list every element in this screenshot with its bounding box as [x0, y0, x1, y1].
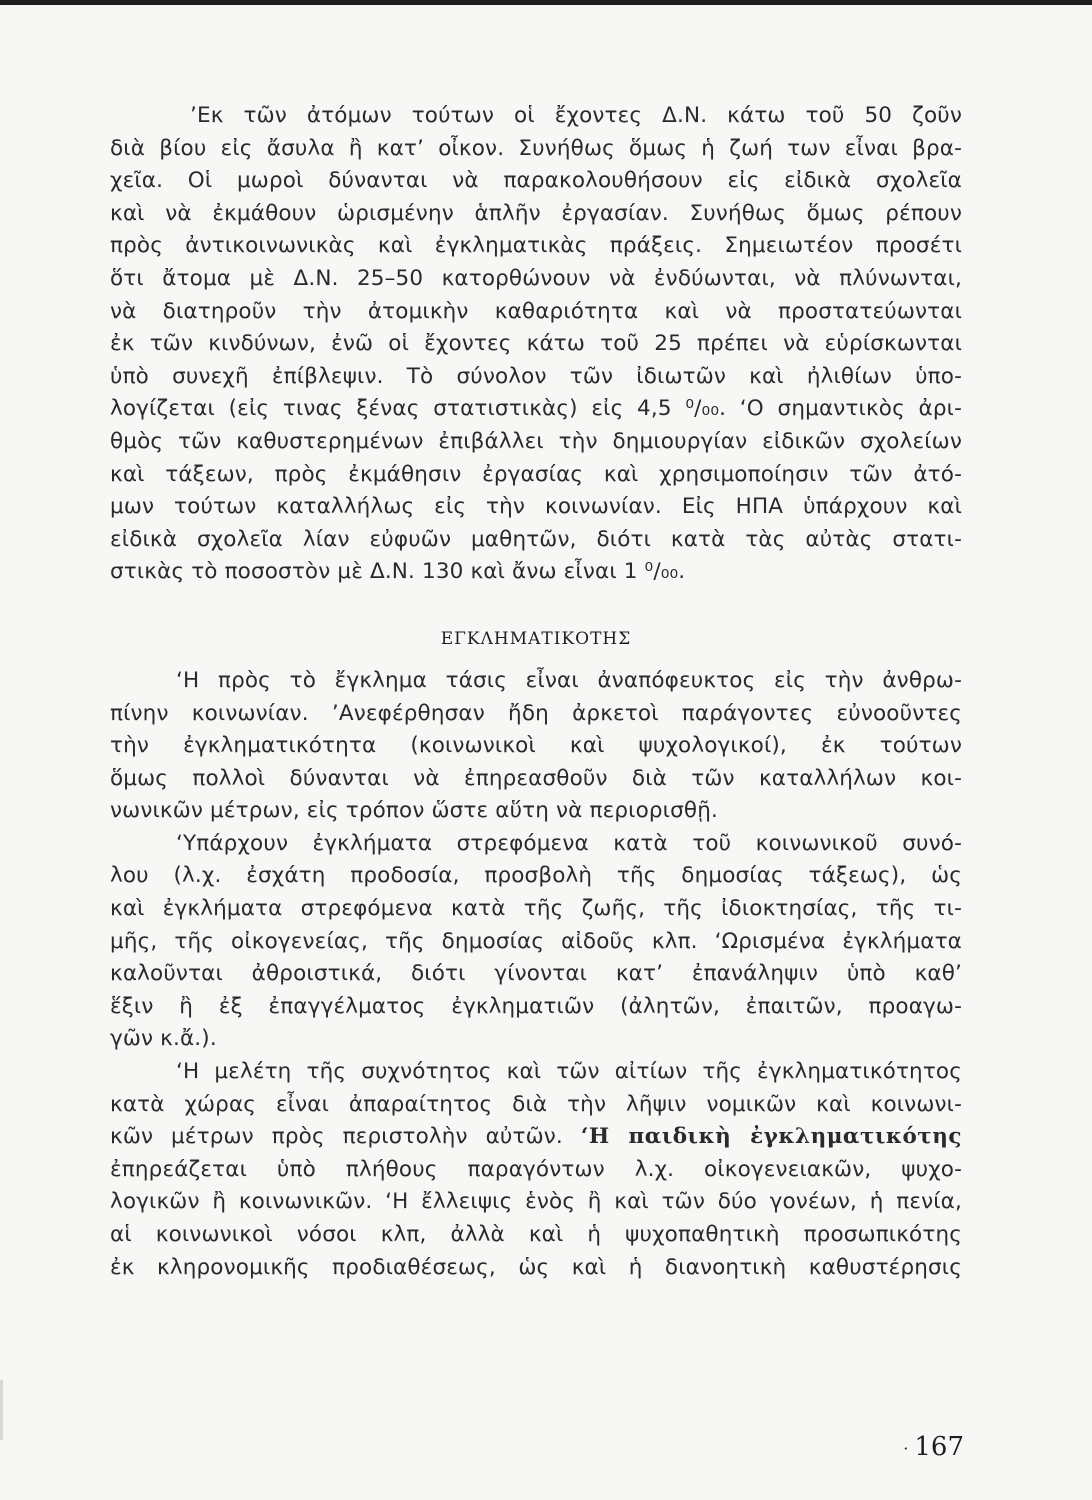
text-line: γῶν κ.ἄ.). [110, 1026, 217, 1052]
text-line: ὅμως πολλοὶ δύνανται νὰ ἐπηρεασθοῦν διὰ τῶν καταλλήλων κοι- [110, 765, 962, 791]
text-line: καὶ ἐγκλήματα στρεφόμενα κατὰ τῆς ζωῆς, τῆς ἰδιοκτησίας, τῆς τι- [110, 896, 962, 922]
book-page [110, 100, 962, 1284]
section-heading: ΕΓΚΛΗΜΑΤΙΚΟΤΗΣ [440, 628, 632, 649]
text-line: ἕξιν ἢ ἐξ ἐπαγγέλματος ἐγκληματιῶν (ἀλητῶν, ἐπαιτῶν, προαγω- [110, 993, 962, 1019]
text-line: λου (λ.χ. ἐσχάτη προδοσία, προσβολὴ τῆς δημοσίας τάξεως), ὡς [110, 863, 962, 889]
text-line: πίνην κοινωνίαν. ’Ανεφέρθησαν ἤδη ἀρκετοὶ παράγοντες εὐνοοῦντες [110, 700, 962, 726]
text-line: ἐκ κληρονομικῆς προδιαθέσεως, ὡς καὶ ἡ διανοητικὴ καθυστέρησις [110, 1254, 962, 1280]
text-line: νωνικῶν μέτρων, εἰς τρόπον ὥστε αὕτη νὰ περιορισθῇ. [110, 798, 718, 824]
page-mark: · [903, 1438, 909, 1458]
paragraph-crime-study [110, 1056, 962, 1284]
text-line: διὰ βίου εἰς ἄσυλα ἢ κατ’ οἶκον. Συνήθως ὅμως ἡ ζωή των εἶναι βρα- [110, 135, 962, 161]
text-line [110, 1121, 962, 1154]
text-line: ὅτι ἄτομα μὲ Δ.Ν. 25–50 κατορθώνουν νὰ ἐνδύωνται, νὰ πλύνωνται, [110, 265, 962, 291]
text-line: ἐπηρεάζεται ὑπὸ πλήθους παραγόντων λ.χ. οἰκογενειακῶν, ψυχο- [110, 1156, 962, 1182]
text-line: κατὰ χώρας εἶναι ἀπαραίτητος διὰ τὴν λῆψιν νομικῶν καὶ κοινωνι- [110, 1091, 962, 1117]
text-line: λογικῶν ἢ κοινωνικῶν. ‘Η ἔλλειψις ἑνὸς ἢ καὶ τῶν δύο γονέων, ἡ πενία, [110, 1189, 962, 1215]
text-line: ‘Υπάρχουν ἐγκλήματα στρεφόμενα κατὰ τοῦ κοινωνικοῦ συνό- [176, 830, 962, 856]
text-line: νὰ διατηροῦν τὴν ἀτομικὴν καθαριότητα καὶ νὰ προστατεύωνται [110, 298, 962, 324]
page-number [903, 1432, 964, 1462]
binding-edge [0, 1380, 3, 1440]
text-line: τὴν ἐγκληματικότητα (κοινωνικοὶ καὶ ψυχολογικοί), ἐκ τούτων [110, 733, 962, 759]
text-line: ’Εκ τῶν ἀτόμων τούτων οἱ ἔχοντες Δ.Ν. κάτω τοῦ 50 ζοῦν [190, 103, 962, 128]
text-line: μῆς, τῆς οἰκογενείας, τῆς δημοσίας αἰδοῦς κλπ. ‘Ωρισμένα ἐγκλήματα [110, 928, 962, 954]
text-line: καὶ νὰ ἐκμάθουν ὡρισμένην ἁπλῆν ἐργασίαν. Συνήθως ὅμως ρέπουν [110, 200, 962, 226]
paragraph-crime-types [110, 828, 962, 1056]
text-line: ‘Η πρὸς τὸ ἔγκλημα τάσις εἶναι ἀναπόφευκτος εἰς τὴν ἀνθρω- [176, 667, 962, 693]
text-line: καλοῦνται ἀθροιστικά, διότι γίνονται κατ’ ἐπανάληψιν ὑπὸ καθ’ [110, 961, 962, 987]
text-span: κῶν μέτρων πρὸς περιστολὴν αὐτῶν. [110, 1124, 581, 1150]
text-line: ἐκ τῶν κινδύνων, ἐνῶ οἱ ἔχοντες κάτω τοῦ 25 πρέπει νὰ εὑρίσκωνται [110, 331, 962, 357]
text-line: στικὰς τὸ ποσοστὸν μὲ Δ.Ν. 130 καὶ ἄνω εἶναι 1 ⁰/₀₀. [110, 559, 686, 585]
text-line: εἰδικὰ σχολεῖα λίαν εὐφυῶν μαθητῶν, διότι κατὰ τὰς αὐτὰς στατι- [110, 526, 962, 552]
text-line: μων τούτων καταλλήλως εἰς τὴν κοινωνίαν. Εἰς ΗΠΑ ὑπάρχουν καὶ [110, 494, 962, 520]
juvenile-delinquency-term: ‘Η παιδικὴ ἐγκληματικότης [580, 1124, 962, 1150]
paragraph-intellectual-disability [110, 100, 962, 589]
page-number-value: 167 [914, 1432, 964, 1462]
top-edge-rule [0, 0, 1092, 5]
text-line: χεῖα. Οἱ μωροὶ δύνανται νὰ παρακολουθήσουν εἰς εἰδικὰ σχολεῖα [110, 168, 962, 194]
paragraph-crime-tendency [110, 665, 962, 828]
text-line: θμὸς τῶν καθυστερημένων ἐπιβάλλει τὴν δημιουργίαν εἰδικῶν σχολείων [110, 428, 962, 454]
text-line: αἱ κοινωνικοὶ νόσοι κλπ, ἀλλὰ καὶ ἡ ψυχοπαθητικὴ προσωπικότης [110, 1222, 962, 1247]
text-line: λογίζεται (εἰς τινας ξένας στατιστικὰς) εἰς 4,5 ⁰/₀₀. ‘Ο σημαντικὸς ἀρι- [110, 396, 962, 422]
text-line: καὶ τάξεων, πρὸς ἐκμάθησιν ἐργασίας καὶ χρησιμοποίησιν τῶν ἀτό- [110, 461, 962, 487]
text-line: ὑπὸ συνεχῆ ἐπίβλεψιν. Τὸ σύνολον τῶν ἰδιωτῶν καὶ ἠλιθίων ὑπο- [110, 363, 962, 389]
text-line: ‘Η μελέτη τῆς συχνότητος καὶ τῶν αἰτίων τῆς ἐγκληματικότητος [176, 1059, 962, 1085]
text-line: πρὸς ἀντικοινωνικὰς καὶ ἐγκληματικὰς πράξεις. Σημειωτέον προσέτι [110, 233, 962, 259]
